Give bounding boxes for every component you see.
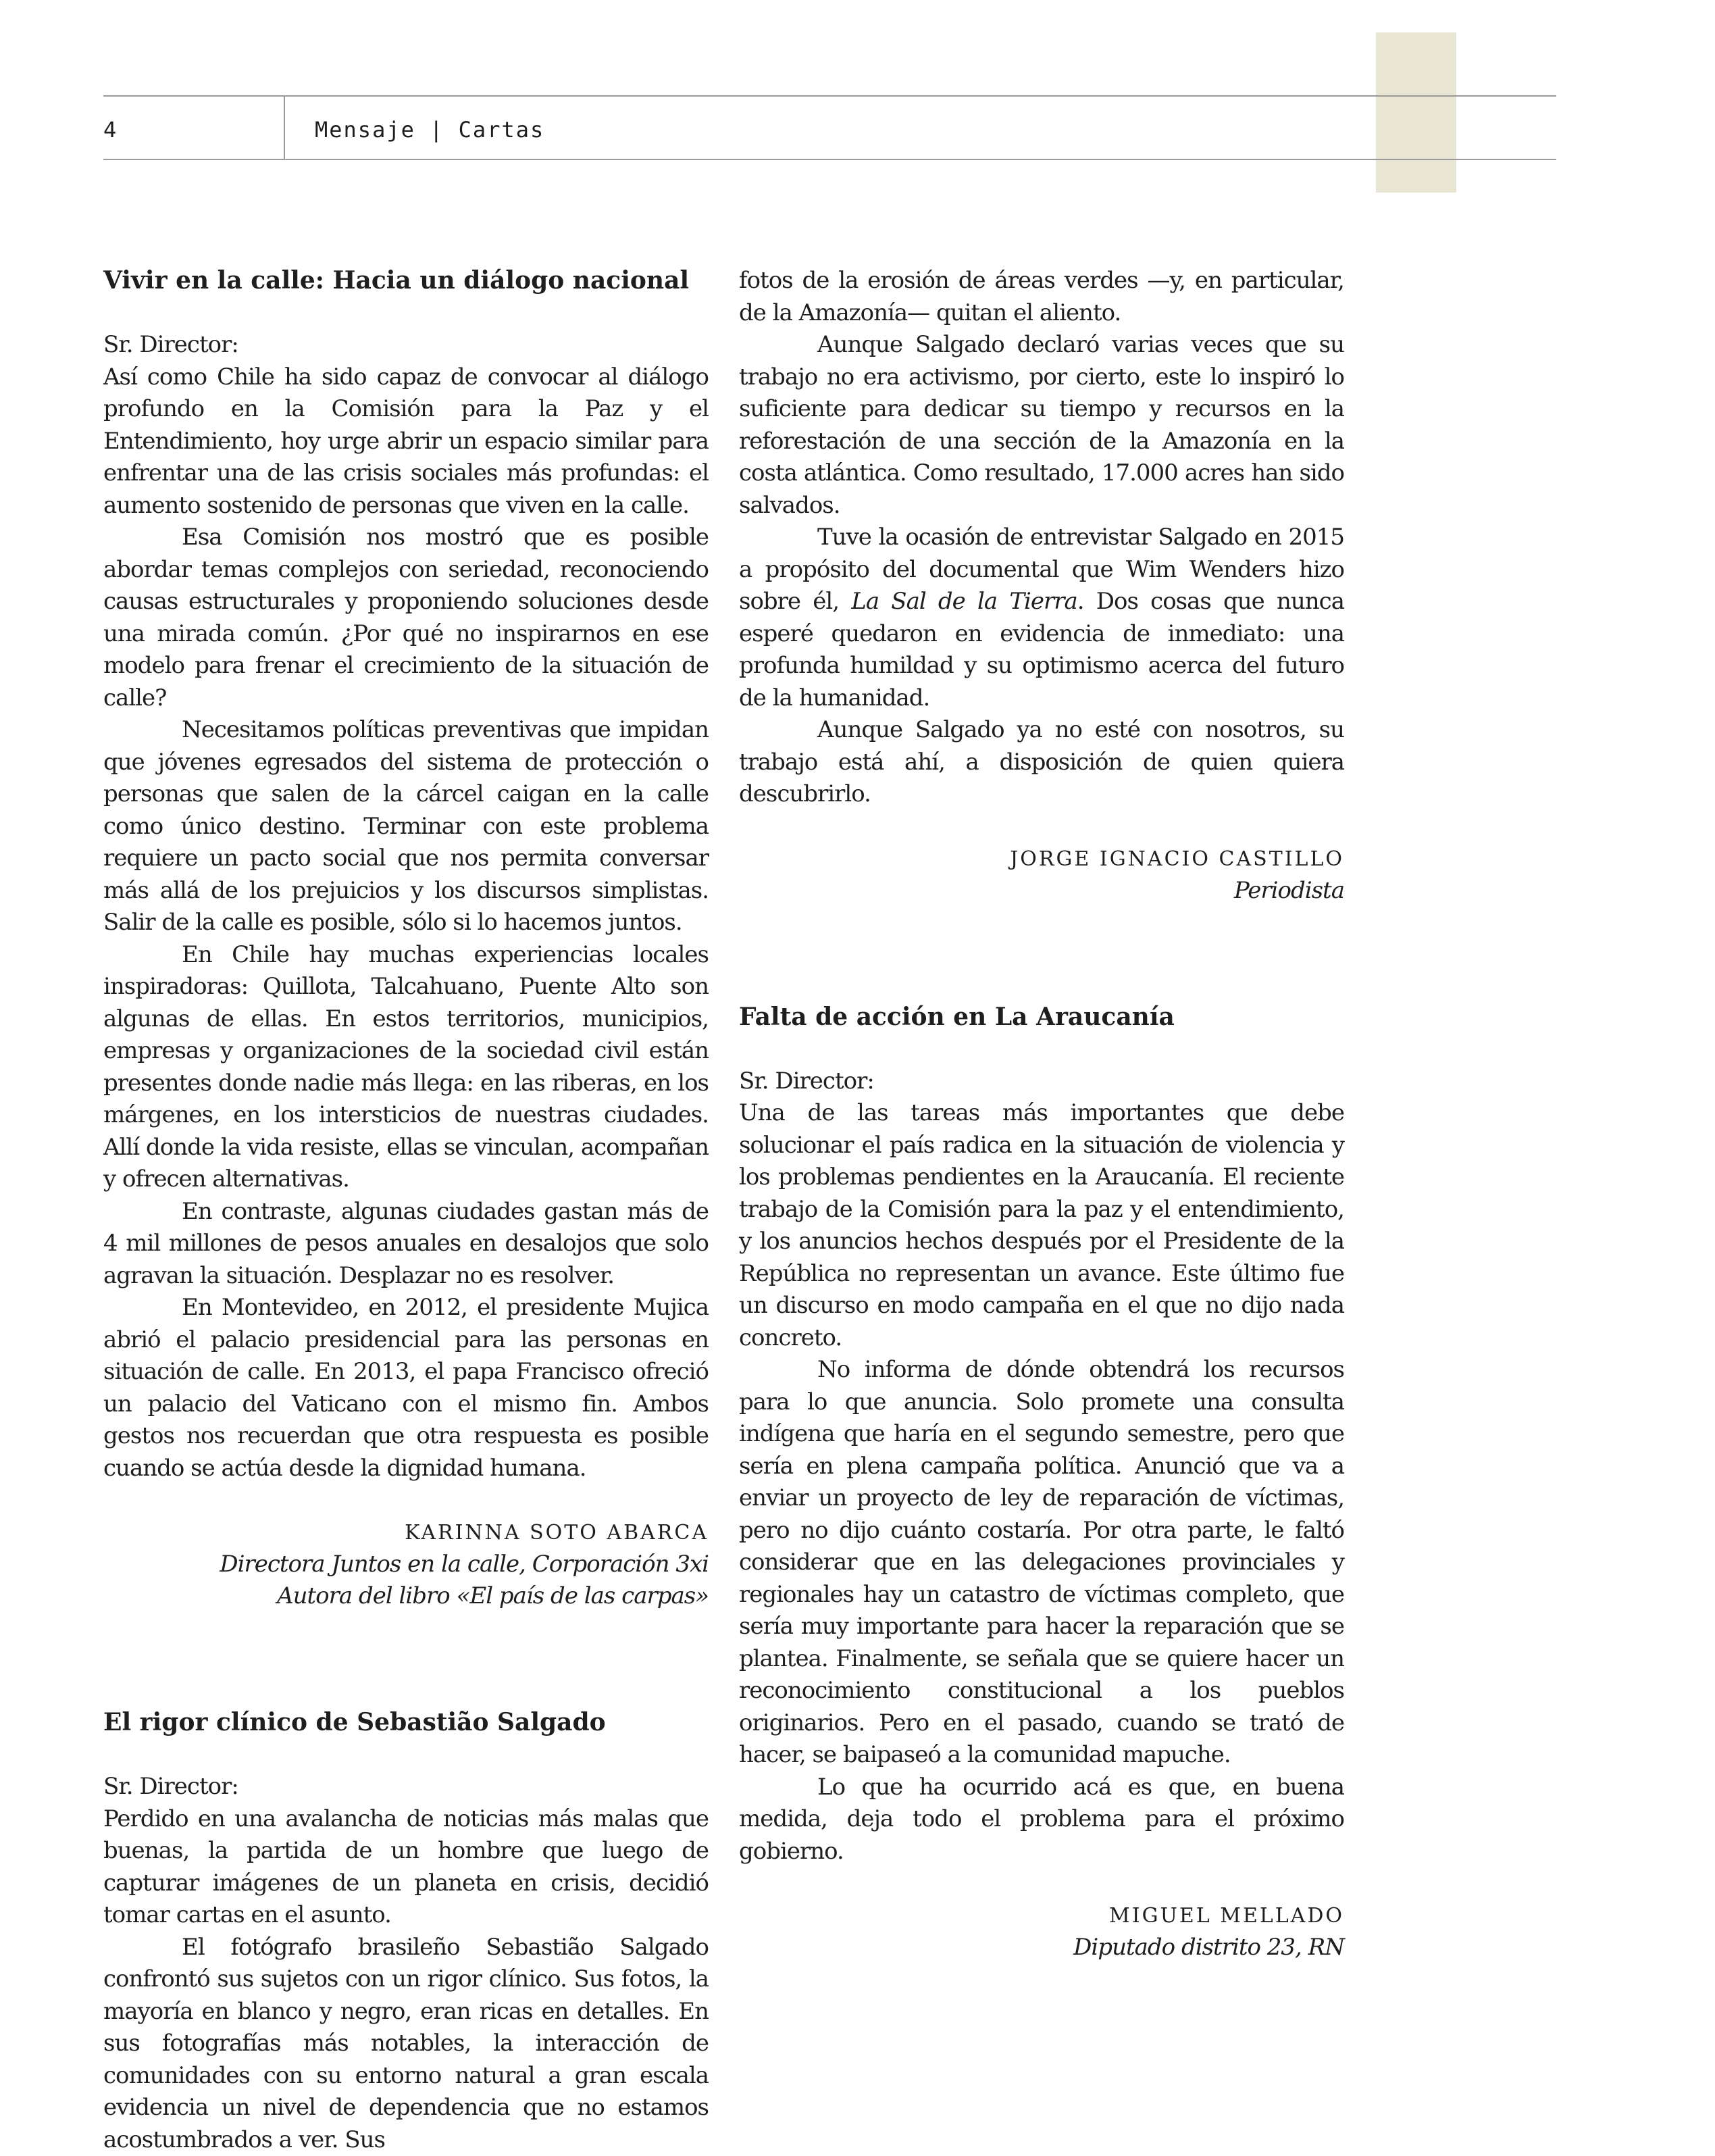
paragraph: Aunque Salgado declaró varias veces que su trabajo no era activismo, por cierto, este lo inspiró lo suficiente para dedicar su tiempo y recursos en la reforestación de una sección de la Amazonía en la costa atlántica. Como resultado, 17.000 acres han sido salvados. bbox=[739, 329, 1344, 522]
signature-name: JORGE IGNACIO CASTILLO bbox=[739, 843, 1344, 875]
party-abbreviation: RN bbox=[1308, 1934, 1344, 1961]
paragraph: Necesitamos políticas preventivas que impidan que jóvenes egresados del sistema de protección o personas que salen de la cárcel caigan en la calle como único destino. Terminar con este problema requiere un pacto social que nos permita conversar más allá de los prejuicios y los discursos simplistas. Salir de la calle es posible, sólo si lo hacemos juntos. bbox=[103, 714, 709, 939]
signature bbox=[739, 843, 1344, 907]
page-number: 4 bbox=[103, 116, 116, 143]
paragraph: Esa Comisión nos mostró que es posible abordar temas complejos con seriedad, reconociendo causas estructurales y proponiendo soluciones desde una mirada común. ¿Por qué no inspirarnos en ese modelo para frenar el crecimiento de la situación de calle? bbox=[103, 522, 709, 714]
header-bottom-rule bbox=[103, 159, 1556, 160]
letter-sebastiao-salgado-continued bbox=[739, 265, 1344, 907]
paragraph: Una de las tareas más importantes que debe solucionar el país radica en la situación de violencia y los problemas pendientes en la Araucanía. El reciente trabajo de la Comisión para la paz y el entendimiento, y los anuncios hechos después por el Presidente de la República no representan un avance. Este último fue un discurso en modo campaña en el que no dijo nada concreto. bbox=[739, 1097, 1344, 1354]
signature-name: MIGUEL MELLADO bbox=[739, 1900, 1344, 1932]
paragraph: Así como Chile ha sido capaz de convocar al diálogo profundo en la Comisión para la Paz y el Entendimiento, hoy urge abrir un espacio similar para enfrentar una de las crisis sociales más profundas: el aumento sostenido de personas que viven en la calle. bbox=[103, 361, 709, 522]
paragraph: En Chile hay muchas experiencias locales inspiradoras: Quillota, Talcahuano, Puente Alto son algunas de ellas. En estos territorios, municipios, empresas y organizaciones de la sociedad civil están presentes donde nadie más llega: en las riberas, en los márgenes, en los intersticios de nuestras ciudades. Allí donde la vida resiste, ellas se vinculan, acompañan y ofrecen alternativas. bbox=[103, 939, 709, 1196]
paragraph-text: Tuve la ocasión de entrevistar Salgado en 2015 a propósito del documental que Wim Wenders hizo sobre él, bbox=[739, 524, 1344, 615]
letter-araucania bbox=[739, 1001, 1344, 1964]
letter-title: El rigor clínico de Sebastião Salgado bbox=[103, 1707, 709, 1738]
header-top-rule bbox=[103, 95, 1556, 97]
right-column bbox=[739, 265, 1344, 2130]
paragraph: Aunque Salgado ya no esté con nosotros, su trabajo está ahí, a disposición de quien quiera descubrirlo. bbox=[739, 714, 1344, 811]
paragraph-text: . Dos cosas que nunca esperé quedaron en evidencia de inmediato: una profunda humildad y su optimismo acerca del futuro de la humanidad. bbox=[739, 588, 1344, 711]
section-label: Mensaje | Cartas bbox=[315, 116, 544, 143]
signature-role: Directora Juntos en la calle, Corporación 3xi bbox=[103, 1549, 709, 1580]
signature bbox=[739, 1900, 1344, 1963]
signature-role: Autora del libro «El país de las carpas» bbox=[103, 1580, 709, 1612]
signature-role bbox=[739, 1932, 1344, 1963]
paragraph: Lo que ha ocurrido acá es que, en buena medida, deja todo el problema para el próximo gobierno. bbox=[739, 1772, 1344, 1868]
paragraph: Perdido en una avalancha de noticias más malas que buenas, la partida de un hombre que luego de capturar imágenes de un planeta en crisis, decidió tomar cartas en el asunto. bbox=[103, 1803, 709, 1932]
left-column bbox=[103, 265, 709, 2130]
letter-sebastiao-salgado bbox=[103, 1707, 709, 2156]
signature bbox=[103, 1517, 709, 1612]
paragraph: En Montevideo, en 2012, el presidente Mujica abrió el palacio presidencial para las personas en situación de calle. En 2013, el papa Francisco ofreció un palacio del Vaticano con el mismo fin. Ambos gestos nos recuerdan que otra respuesta es posible cuando se actúa desde la dignidad humana. bbox=[103, 1292, 709, 1484]
paragraph: fotos de la erosión de áreas verdes —y, en particular, de la Amazonía— quitan el aliento. bbox=[739, 265, 1344, 329]
paragraph bbox=[739, 522, 1344, 714]
salutation: Sr. Director: bbox=[103, 329, 709, 361]
salutation: Sr. Director: bbox=[103, 1771, 709, 1803]
film-title: La Sal de la Tierra bbox=[851, 588, 1077, 615]
letter-title: Vivir en la calle: Hacia un diálogo nacional bbox=[103, 265, 709, 297]
signature-role-text: Diputado distrito 23, bbox=[1073, 1934, 1308, 1961]
paragraph: No informa de dónde obtendrá los recursos para lo que anuncia. Solo promete una consulta indígena que haría en el segundo semestre, pero que sería en plena campaña política. Anunció que va a enviar un proyecto de ley de reparación de víctimas, pero no dijo cuánto costaría. Por otra parte, le faltó considerar que en las delegaciones provinciales y regionales hay un catastro de víctimas completo, que sería muy importante para hacer la reparación que se plantea. Finalmente, se señala que se quiere hacer un reconocimiento constitucional a los pueblos originarios. Pero en el pasado, cuando se trató de hacer, se baipaseó a la comunidad mapuche. bbox=[739, 1354, 1344, 1772]
signature-name: KARINNA SOTO ABARCA bbox=[103, 1517, 709, 1549]
section-color-tab bbox=[1376, 32, 1456, 193]
letter-title: Falta de acción en La Araucanía bbox=[739, 1001, 1344, 1033]
paragraph: El fotógrafo brasileño Sebastião Salgado confrontó sus sujetos con un rigor clínico. Sus fotos, la mayoría en blanco y negro, eran ricas en detalles. En sus fotografías más notables, la interacción de comunidades con su entorno natural a gran escala evidencia un nivel de dependencia que no estamos acostumbrados a ver. Sus bbox=[103, 1932, 709, 2156]
signature-role: Periodista bbox=[739, 875, 1344, 907]
letter-vivir-en-la-calle bbox=[103, 265, 709, 1612]
paragraph: En contraste, algunas ciudades gastan más de 4 mil millones de pesos anuales en desalojos que solo agravan la situación. Desplazar no es resolver. bbox=[103, 1196, 709, 1293]
salutation: Sr. Director: bbox=[739, 1066, 1344, 1098]
header-divider bbox=[284, 95, 285, 160]
